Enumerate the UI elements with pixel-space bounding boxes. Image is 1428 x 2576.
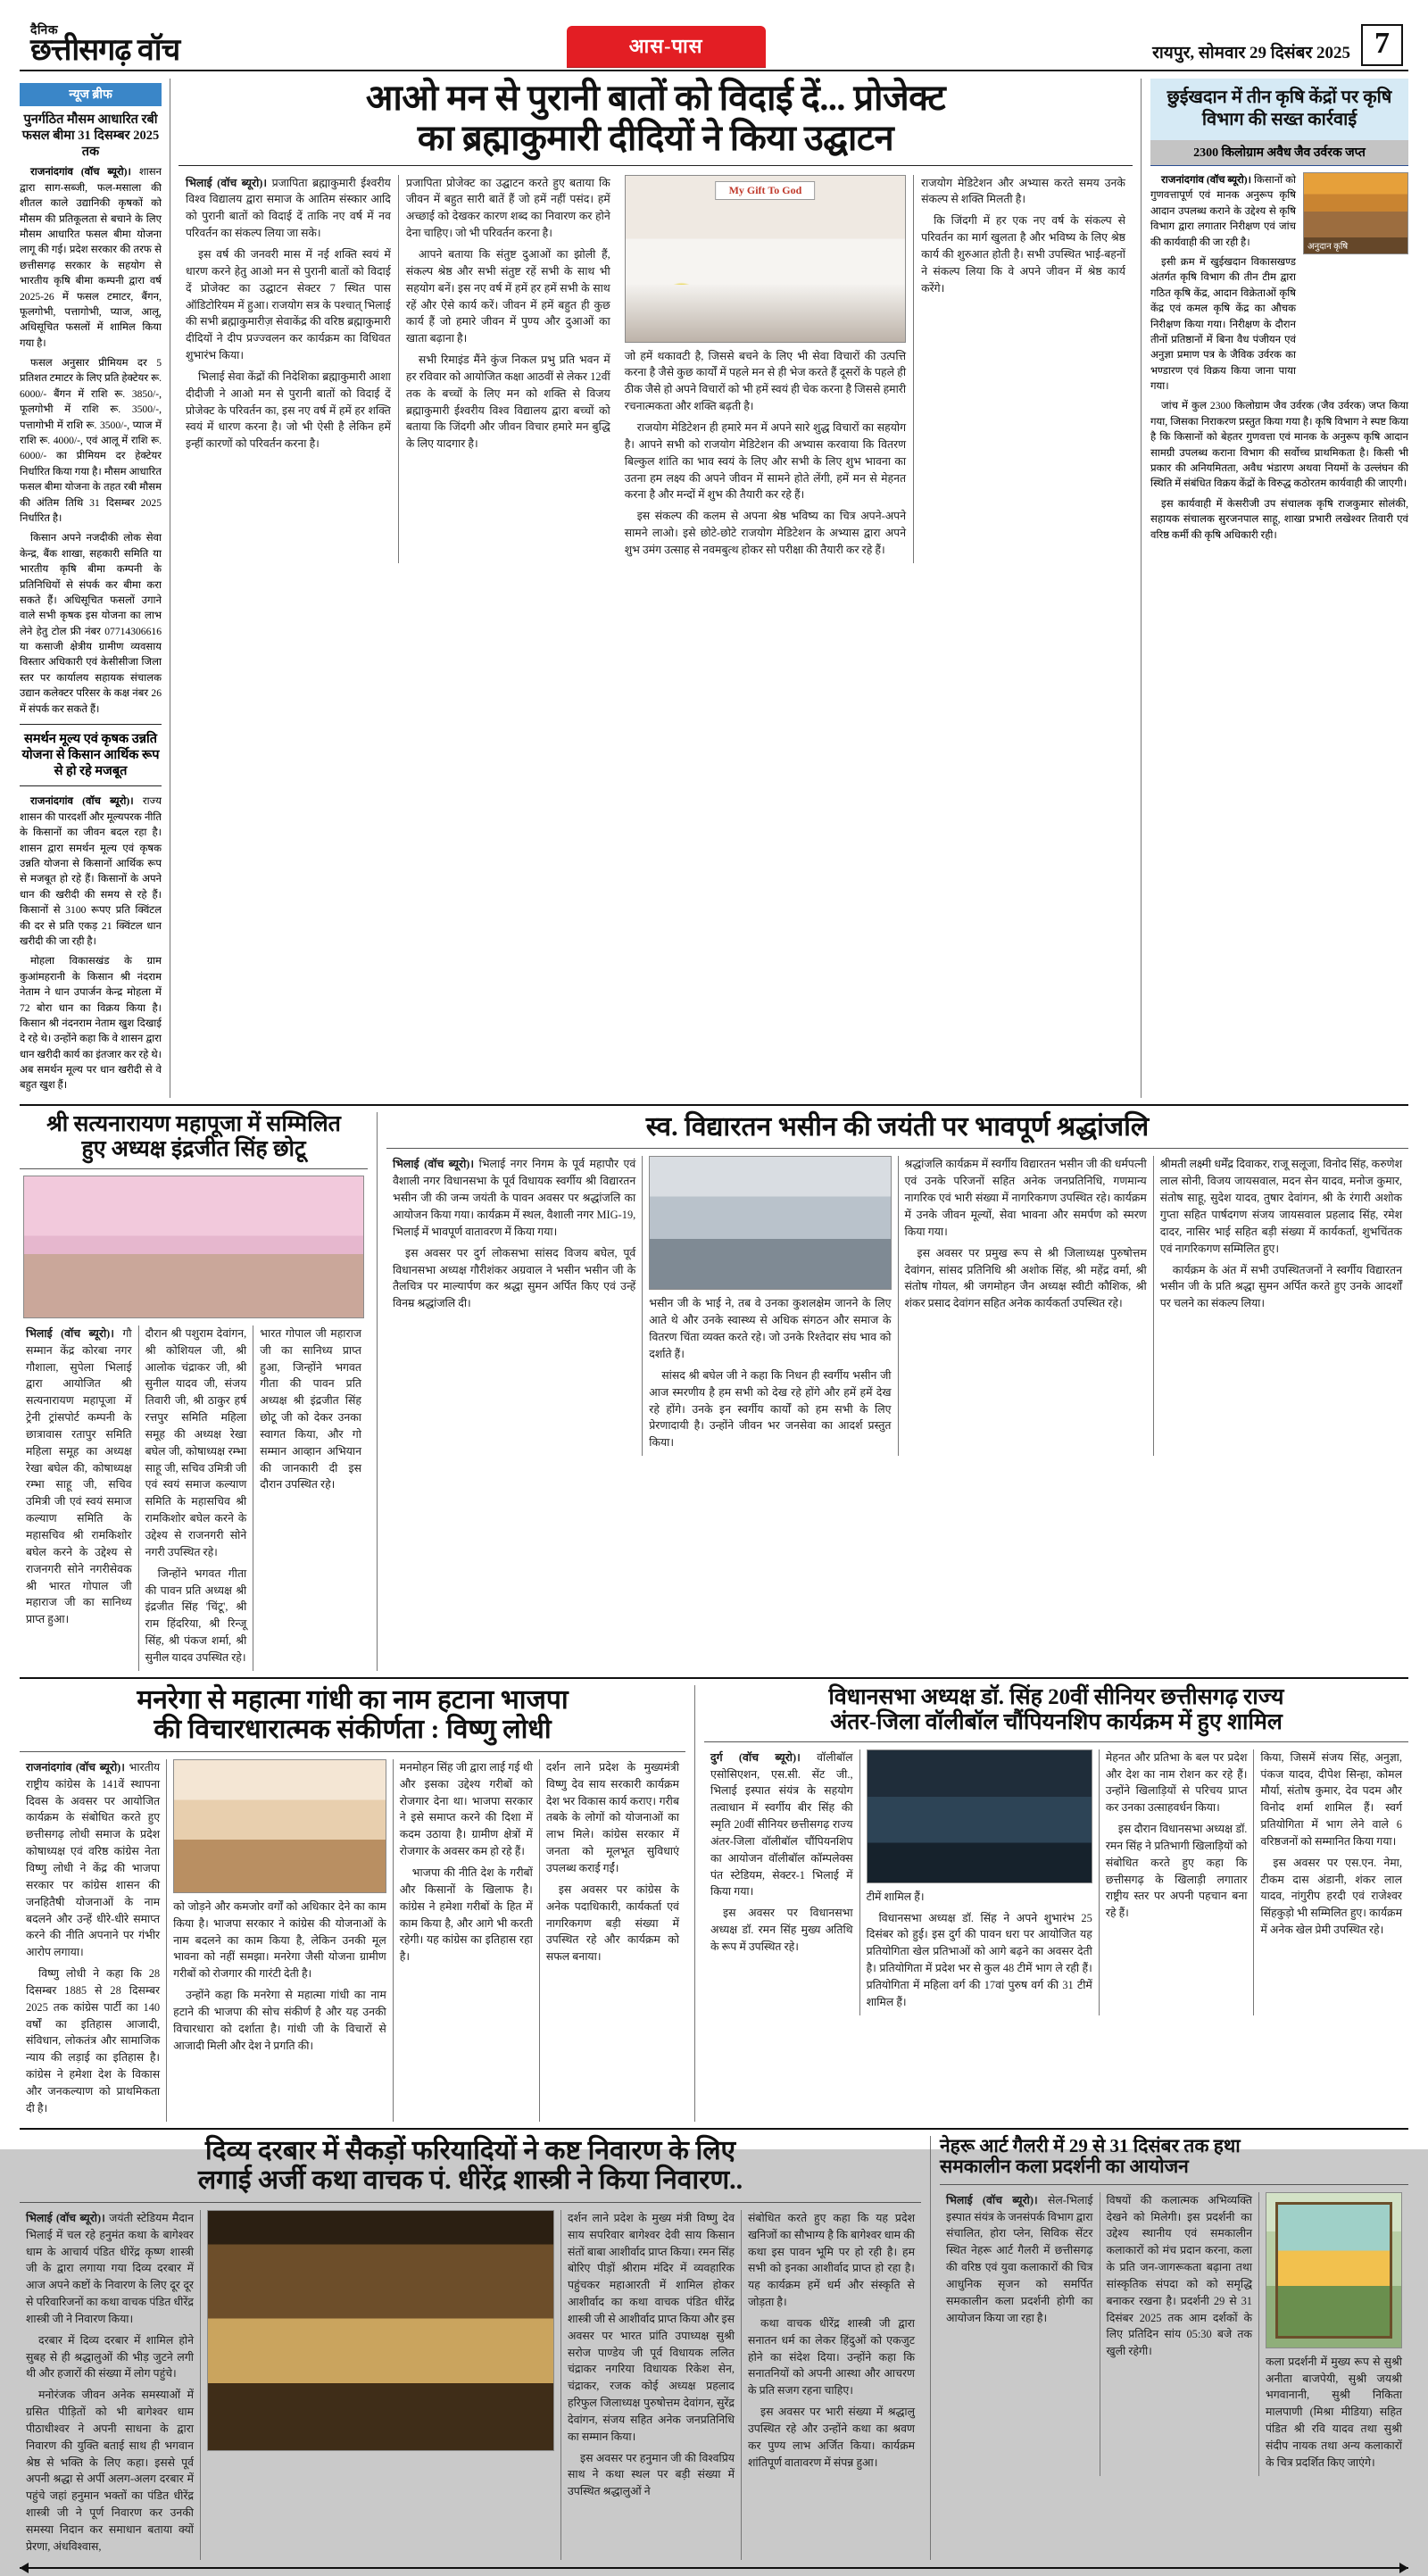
lead-c1-p1: इस वर्ष की जनवरी मास में नई शक्ति स्वयं में धारण करने हेतु आओ मन से पुरानी बातों को विदाई दें प्रोजेक्ट का उद्घाटन सेक्टर 7 स्थित पास ऑडिटोरियम में हुआ। राजयोग सत्र के पश्चात् भिलाई की सभी ब्रह्माकुमारीज़ सेवाकेंद्र की वरिष्ठ ब्रह्माकुमारी दीदियों ने दीप प्रज्ज्वलन कर कार्यक्रम का विधिवत शुभारंभ किया। [186, 247, 391, 362]
volleyball-column-3 [1099, 1749, 1254, 2015]
manrega-photo [173, 1759, 386, 1893]
lead-c4-p0: राजयोग मेडिटेशन और अभ्यास करते समय उनके संकल्प से शक्ति मिलती है। [921, 176, 1125, 206]
manrega-byline: राजनांदगांव (वॉच ब्यूरो)। [26, 1760, 126, 1774]
page-bottom-rule [20, 2567, 1408, 2576]
lead-c2-p1: आपने बताया कि संतुष्ट दुआओं का झोली हैं, संकल्प श्रेष्ठ और सभी संतुष्ट रहें सभी के साथ भी सहयोग बनें। इस नए वर्ष में हमें हर हमें सभी के साथ रहें और ऐसे कार्य करें। जीवन में हमें बहुत ही कुछ कार्य हैं जो हमारे जीवन में पुण्य और दुआओं का खाता बढ़ाना है। [405, 247, 610, 345]
darbar-headline-line2: लगाई अर्जी कथा वाचक पं. धीरेंद्र शास्त्री ने किया निवारण.. [197, 2165, 743, 2196]
article-gallery [930, 2136, 1408, 2560]
dateline: रायपुर, सोमवार 29 दिसंबर 2025 [1152, 44, 1350, 62]
news-brief-byline: राजनांदगांव (वॉच ब्यूरो)। [30, 166, 131, 179]
satyanarayan-column-3 [253, 1325, 368, 1671]
manrega-photo-column [166, 1759, 393, 2122]
article-bhasin [377, 1112, 1408, 1671]
volleyball-c1-p0: वॉलीबॉल एसोसिएशन, एस.सी. सेंट जी., भिलाई इस्पात संयंत्र के सहयोग तत्वाधान में स्वर्गीय बीर सिंह की स्मृति 20वीं सीनियर छत्तीसगढ़ राज्य अंतर-जिला वॉलीबॉल चौंपियनशिप का आयोजन वॉलीबॉल कॉम्पलेक्स पंत स्टेडियम, सेक्टर-1 भिलाई में किया गया। [710, 1750, 853, 1899]
satyanarayan-headline-line1: श्री सत्यनारायण महापूजा में सम्मिलित [46, 1111, 341, 1136]
darbar-photo-column [200, 2210, 560, 2560]
manrega-c4-p1: इस अवसर पर कांग्रेस के अनेक पदाधिकारी, कार्यकर्ता एवं नागरिकगण बड़ी संख्या में उपस्थित रहे और कार्यक्रम को सफल बनाया। [545, 1882, 679, 1964]
dateline-group [1152, 24, 1408, 66]
right-box-photo-caption: अनुदान कृषि [1304, 237, 1407, 253]
bhasin-photo [649, 1156, 891, 1290]
darbar-column-3 [560, 2210, 741, 2560]
manrega-columns [20, 1759, 685, 2122]
bhasin-columns [386, 1156, 1408, 1456]
manrega-headline-line1: मनरेगा से महात्मा गांधी का नाम हटाना भाजपा [137, 1684, 569, 1715]
volleyball-c4-p0: किया, जिसमें संजय सिंह, अनुज्ञा, पंकज यादव, दीपेश सिन्हा, कोमल मौर्या, संतोष कुमार, देव पदम और विनोद शर्मा शामिल हैं। स्वर्ग प्रतियोगिता में भाग लेने वाले 6 वरिष्ठजनों को सम्मानित किया गया। [1260, 1750, 1402, 1848]
darbar-c1-p1: दरबार में दिव्य दरबार में शामिल होने सुबह से ही श्रद्धालुओं की भीड़ जुटने लगी थी और हजारों की संख्या में लोग पहुंचे। [26, 2333, 194, 2381]
satyanarayan-c1-p0: गौ सम्मान केंद्र कोरबा नगर गौशाला, सुपेला भिलाई द्वारा आयोजित श्री सत्यनारायण महापूजा में ट्रेनी ट्रांसपोर्ट कम्पनी के छात्रावास रतापुर समिति महिला समूह का अध्यक्ष रेखा बघेल की, कोषाध्यक्ष रम्भा साहू जी, सचिव उमित्री जी एवं स्वयं समाज कल्याण समिति के महासचिव श्री रामकिशोर बघेल करने के उद्देश्य से राजनगरी सोने नगरीसेवक श्री भारत गोपाल जी महाराज जी का सानिध्य प्राप्त हुआ। [26, 1326, 132, 1626]
gallery-byline: भिलाई (वॉच ब्यूरो)। [946, 2193, 1038, 2206]
bhasin-column-4 [1153, 1156, 1408, 1456]
lead-c3-p2: इस संकल्प की कलम से अपना श्रेष्ठ भविष्य का चित्र अपने-अपने सामने लाओ। इसे छोटे-छोटे राजयोग मेडिटेशन के अभ्यास द्वारा अपने शुभ उमंग उत्साह से नवमबुत्थ होकर सो परीक्षा की तैयारी कर रहे हैं। [624, 510, 907, 556]
gallery-headline-line1: नेहरू आर्ट गैलरी में 29 से 31 दिसंबर तक हथा [940, 2134, 1241, 2156]
volleyball-column-4 [1253, 1749, 1408, 2015]
satyanarayan-column-2 [138, 1325, 253, 1671]
lead-photo-column [618, 175, 913, 563]
bhasin-c2-p1: सांसद श्री बघेल जी ने कहा कि निधन ही स्वर्गीय भसीन जी आज स्मरणीय है हम सभी को देख रहे होंगे और हमें हमें देख रहे होंगे। उनके इन स्वर्गीय कार्यों को हम सभी के लिए प्रेरणादायी है। उन्होंने जीवन भर जनसेवा का आदर्श प्रस्तुत किया। [649, 1368, 892, 1450]
volleyball-headline-line2: अंतर-जिला वॉलीबॉल चौंपियनशिप कार्यक्रम में हुए शामिल [830, 1709, 1283, 1734]
bhasin-column-1 [386, 1156, 642, 1456]
darbar-columns [20, 2210, 921, 2560]
volleyball-c4-p1: इस अवसर पर एस.एन. नेमा, टीकम दास अंडानी, शंकर लाल यादव, नांगुरीप हरदी एवं राजेश्वर सिंहकुड़ो भी सम्मिलित हुए। कार्यक्रम में अनेक खेल प्रेमी उपस्थित रहे। [1260, 1856, 1402, 1937]
zone-2 [20, 1112, 1408, 1671]
volleyball-headline-line1: विधानसभा अध्यक्ष डॉ. सिंह 20वीं सीनियर छत्तीसगढ़ राज्य [828, 1684, 1284, 1709]
news-brief-headline: पुनर्गठित मौसम आधारित रबी फसल बीमा 31 दिसम्बर 2025 तक [21, 112, 160, 160]
right-box-article [1141, 79, 1408, 1098]
manrega-c1-p1: विष्णु लोधी ने कहा कि 28 दिसम्बर 1885 से 28 दिसम्बर 2025 तक कांग्रेस पार्टी का 140 वर्षों का इतिहास आजादी, संविधान, लोकतंत्र और सामाजिक न्याय की लड़ाई का इतिहास है। कांग्रेस ने हमेशा देश के विकास और जनकल्याण को प्राथमिकता दी है। [26, 1967, 161, 2115]
volleyball-photo-column [859, 1749, 1099, 2015]
bhasin-photo-column [642, 1156, 897, 1456]
zone-top [20, 79, 1408, 1098]
lead-column-4 [913, 175, 1133, 563]
lead-headline-line2: का ब्रह्माकुमारी दीदियों ने किया उद्घाटन [417, 117, 894, 158]
darbar-c1-p2: मनोरंजक जीवन अनेक समस्याओं में ग्रसित पीड़ितों को भी बागेश्वर धाम पीठाधीश्वर ने अपनी साधना के द्वारा निवारण की युक्ति बताई साथ ही भगवान श्रेष्ठ से भक्ति के लिए कहा। इससे पूर्व अपनी श्रद्धा से अर्पी अलग-अलग दरबार में पहुंचे जहां हनुमान भक्तों का पंडित धीरेंद्र शास्त्री जी ने पूर्ण निवारण कर उनकी समस्या निदान कर समाधान बताया क्यों प्रेरणा, अंधविश्वास, [26, 2389, 194, 2553]
lead-columns [178, 175, 1133, 563]
news-brief-column [20, 79, 170, 1098]
news-brief-subheadline: समर्थन मूल्य एवं कृषक उन्नति योजना से किसान आर्थिक रूप से हो रहे मजबूत [20, 724, 162, 786]
darbar-headline-line1: दिव्य दरबार में सैकड़ों फरियादियों ने कष्ट निवारण के लिए [204, 2135, 736, 2165]
volleyball-photo [867, 1749, 1092, 1883]
volleyball-column-1 [704, 1749, 859, 2015]
volleyball-c2-p0: टीमें शामिल हैं। [866, 1890, 925, 1903]
gallery-photo-column [1258, 2192, 1408, 2476]
volleyball-columns [704, 1749, 1408, 2015]
gallery-column-2 [1100, 2192, 1259, 2476]
right-box-photo [1303, 172, 1408, 254]
bhasin-byline: भिलाई (वॉच ब्यूरो)। [393, 1158, 475, 1171]
right-box-headline: छुईखदान में तीन कृषि केंद्रों पर कृषि विभाग की सख्त कार्रवाई [1150, 79, 1408, 140]
satyanarayan-photo [23, 1176, 364, 1318]
logo-title: छत्तीसगढ़ वॉच [30, 34, 180, 67]
news-brief-body [20, 164, 162, 717]
satyanarayan-byline: भिलाई (वॉच ब्यूरो)। [26, 1326, 114, 1340]
satyanarayan-c3-p0: भारत गोपाल जी महाराज जी का सानिध्य प्राप्त हुआ, जिन्होंने भगवत गीता की पावन प्रति अध्यक्ष श्री इंद्रजीत सिंह छोटू जी को देकर उनका स्वागत किया, और गो सम्मान आव्हान अभियान की जानकारी दी इस दौरान उपस्थित रहे। [260, 1326, 361, 1492]
bhasin-c3-p0: श्रद्धांजलि कार्यक्रम में स्वर्गीय विद्यारतन भसीन जी की धर्मपत्नी एवं उनके परिजनों सहित अनेक जनप्रतिनिधि, गणमान्य नागरिक एवं भारी संख्या में नागरिकगण उपस्थित रहे। कार्यक्रम में उनके जीवन मूल्यों, सेवा भावना और समर्पण को स्मरण किया गया। [904, 1158, 1147, 1238]
volleyball-c3-p1: इस दौरान विधानसभा अध्यक्ष डॉ. रमन सिंह ने प्रतिभागी खिलाड़ियों को संबोधित करते हुए कहा कि छत्तीसगढ़ के खिलाड़ी लगातार राष्ट्रीय स्तर पर अपनी पहचान बना रहे हैं। [1105, 1823, 1248, 1920]
right-box-p1: इसी क्रम में खुईखदान विकासखण्ड अंतर्गत कृषि विभाग की तीन टीम द्वारा गठित कृषि केंद्र, आदान विक्रेताओं कृषि केंद्र एवं कमल कृषि केंद्र का औचक निरीक्षण किया गया। निरीक्षण के दौरान तीनों प्रतिष्ठानों में बिना वैध पंजीयन एवं अनुज्ञा प्रमाण पत्र के जैविक उर्वरक का भण्डारण एवं विक्रय किया जाना पाया गया। [1150, 255, 1296, 393]
satyanarayan-column-1 [20, 1325, 138, 1671]
lead-column-1 [178, 175, 398, 563]
news-brief-sub-para-0: राज्य शासन की पारदर्शी और मूल्यपरक नीति के किसानों का जीवन बदल रहा है। शासन द्वारा समर्थन मूल्य एवं कृषक उन्नति योजना से किसानों आर्थिक रूप से मजबूत हो रहे हैं। किसानों के अपने धान की खरीदी की समय से रहे हैं। किसानों से 3100 रूपए प्रति क्विंटल की दर से प्रति एकड़ 21 क्विंटल धान खरीदी की जा रही है। [20, 795, 162, 947]
manrega-c2-p1: उन्होंने कहा कि मनरेगा से महात्मा गांधी का नाम हटाने की भाजपा की सोच संकीर्ण है और यह उनकी विचारधारा को दर्शाता है। गांधी जी के विचारों से आजादी मिली और देश ने प्रगति की। [173, 1989, 386, 2052]
right-box-strip: 2300 किलोग्राम अवैध जैव उर्वरक जप्त [1150, 140, 1408, 166]
darbar-c3-p1: कथा वाचक धीरेंद्र शास्त्री जी द्वारा सनातन धर्म का लेकर हिंदुओं को एकजुट होने का संदेश दिया। उन्होंने कहा कि सनातनियों को अपनी आस्था और आचरण के प्रति सजग रहना चाहिए। [748, 2316, 915, 2397]
satyanarayan-headline-line2: हुए अध्यक्ष इंद्रजीत सिंह छोटू [81, 1136, 306, 1161]
darbar-column-4 [741, 2210, 921, 2560]
lead-photo-caption: My Gift To God [716, 181, 816, 200]
volleyball-c3-p0: मेहनत और प्रतिभा के बल पर प्रदेश और देश का नाम रोशन कर रहे हैं। उन्होंने खिलाड़ियों से परिचय प्राप्त कर उनका उत्साहवर्धन किया। [1105, 1750, 1248, 1815]
article-volleyball [694, 1685, 1408, 2122]
zone-3 [20, 1685, 1408, 2122]
darbar-c3-p0: संबोधित करते हुए कहा कि यह प्रदेश खनिजों का सौभाग्य है कि बागेश्वर धाम की कथा इस पावन भूमि पर हो रही है। हम सभी को इनका आशीर्वाद प्राप्त हो रहा है। यह कार्यक्रम हमें धर्म और संस्कृति से जोड़ता है। [748, 2211, 915, 2309]
bhasin-headline: स्व. विद्यारतन भसीन की जयंती पर भावपूर्ण श्रद्धांजलि [645, 1111, 1150, 1142]
article-satyanarayan [20, 1112, 377, 1671]
darbar-c3-p2: इस अवसर पर भारी संख्या में श्रद्धालु उपस्थित रहे और उन्होंने कथा का श्रवण कर पुण्य लाभ अर्जित किया। कार्यक्रम शांतिपूर्ण वातावरण में संपन्न हुआ। [748, 2406, 915, 2469]
section-badge: आस-पास [567, 26, 766, 67]
lead-headline-line1: आओ मन से पुरानी बातों को विदाई दें... प्रोजेक्ट [365, 78, 946, 118]
darbar-c2-p1: इस अवसर पर हनुमान जी की विश्वप्रिय साथ ने कथा स्थल पर बड़ी संख्या में उपस्थित श्रद्धालुओं ने [568, 2451, 735, 2498]
lead-c4-p1: कि जिंदगी में हर एक नए वर्ष के संकल्प से परिवर्तन का मार्ग खुलता है और भविष्य के लिए श्रेष्ठ कार्य की शुरुआत होती है। सभी उपस्थित भाई-बहनों ने संकल्प लिया कि वे अपने जीवन में श्रेष्ठ कार्य करेंगे। [921, 214, 1125, 295]
manrega-c3-p1: भाजपा की नीति देश के गरीबों और किसानों के खिलाफ है। कांग्रेस ने हमेशा गरीबों के हित में काम किया है, और आगे भी करती रहेगी। यह कांग्रेस का इतिहास रहा है। [399, 1866, 533, 1964]
news-brief-para-0: शासन द्वारा साग-सब्जी, फल-मसाला की शीतल काले उद्यानिकी कृषकों को मौसम की प्रतिकूलता से बचाने के लिए मौसम आधारित फसल बीमा योजना लागू की गई। प्रदेश सरकार की तरफ से छत्तीसगढ़ सरकार के सहयोग से भारतीय कृषि बीमा कम्पनी द्वारा वर्ष 2025-26 में फसल टमाटर, बैंगन, फूलगोभी, पत्तागोभी, प्याज, आलू, अधिसूचित फसलों में शामिल किया गया है। [20, 166, 162, 349]
lead-c2-p2: सभी रिमाइंड मैंने कुंज निकल प्रभु प्रति भवन में हर रविवार को आयोजित कक्षा आठवीं से लेकर 12वीं तक के बच्चों के लिए मन को शक्ति से विजय ब्रह्माकुमारी ईश्वरीय विश्व विद्यालय द्वारा बच्चों को बताया कि जिंदगी और जीवन विचार हमारे मन बुद्धि के लिए यादगार है। [405, 353, 610, 451]
right-box-body-left [1150, 172, 1296, 398]
satyanarayan-columns [20, 1325, 368, 1671]
news-brief-para-2: किसान अपने नजदीकी लोक सेवा केन्द्र, बैंक शाखा, सहकारी समिति या भारतीय कृषि बीमा कम्पनी के प्रतिनिधियों से संपर्क कर बीमा करा सकते हैं। अधिसूचित फसलों उगाने वाले सभी कृषक इस योजना का लाभ लेने हेतु टोल फ्री नंबर 07714306616 या कसाजी क्षेत्रीय ग्रामीण व्यवसाय विस्तार अधिकारी एवं केसीसीजा जिला स्तर पर कार्यालय सहायक संचालक उद्यान कलेक्टर परिसर के कक्ष नंबर 26 में संपर्क कर सकते हैं। [20, 532, 162, 715]
bhasin-column-3 [898, 1156, 1153, 1456]
lead-c1-p2: भिलाई सेवा केंद्रों की निदेशिका ब्रह्माकुमारी आशा दीदीजी ने आओ मन से पुरानी बातों को विदाई दें प्रोजेक्ट के परिवर्तन का, इस नए वर्ष में हमें हर शक्ति स्वयं में धारण करना है। जो भी ऐसी है लेकिन हमें इन्हीं कारणों को परिवर्तन करना है। [186, 370, 391, 451]
darbar-c2-p0: दर्शन लाने प्रदेश के मुख्य मंत्री विष्णु देव साय सपरिवार बागेश्वर देवी साय किसान संतों बाबा आशीर्वाद प्राप्त किया। रमन सिंह बोरिए पीड़ों श्रीराम मंदिर में व्यवहारिक पहुंचकर महाआरती में शामिल होकर आशीर्वाद का कथा वाचक पंडित धीरेंद्र शास्त्री जी से आशीर्वाद प्राप्त किया और इस अवसर पर भारत प्रांति उपाध्यक्ष सुश्री सरोज पाण्डेय जी पूर्व विधायक ललित चंद्राकर नगरिया विधायक रिकेश सेन, चंद्राकर, रजक कोई अध्यक्ष प्रहलाद हरिफुल जिलाध्यक्ष पुरुषोत्तम देवांगन, सुरेंद्र देवांगन, संजय सहित अनेक जनप्रतिनिधि का सम्मान किया। [568, 2211, 735, 2443]
darbar-column-1 [20, 2210, 200, 2560]
logo-kicker: दैनिक [30, 24, 59, 37]
masthead [20, 16, 1408, 71]
satyanarayan-c2-p1: जिन्होंने भगवत गीता की पावन प्रति अध्यक्ष श्री इंद्रजीत सिंह 'चिंटू', श्री राम हिंदरिया, श्री रिन्जू सिंह, श्री पंकज शर्मा, श्री सुनील यादव उपस्थित रहे। [145, 1566, 247, 1664]
gallery-column-1 [940, 2192, 1100, 2476]
lead-c1-p0: प्रजापिता ब्रह्माकुमारी ईश्वरीय विश्व विद्यालय द्वारा समाज के आतिम संस्कार आदि को पुरानी बातों को विदाई दें ताकि नए वर्ष में नव परिवर्तन का संकल्प लिया जा सके। [186, 176, 391, 240]
darbar-photo [207, 2210, 554, 2451]
darbar-c1-p0: जयंती स्टेडियम मैदान भिलाई में चल रहे हनुमंत कथा के बागेश्वर धाम के आचार्य पंडित धीरेंद्र कृष्ण शास्त्री जी के द्वारा लगाया गया दिव्य दरबार में आज अपने कष्टों के निवारण के लिए दूर दूर से परिवारिजनों का कथा वाचक पंडित धीरेंद्र शास्त्री जी ने निवारण किया। [26, 2211, 194, 2325]
lead-c2-p0: प्रजापिता प्रोजेक्ट का उद्घाटन करते हुए बताया कि जीवन में बहुत सारी बातें हैं जो हमें नहीं पसंद। हमें अच्छाई को देखकर कारण शब्द का निवारण कर होने देना चाहिए। जो भी परिवर्तन करना है। [405, 176, 610, 240]
lead-c3-p1: राजयोग मेडिटेशन ही हमारे मन में अपने सारे शुद्ध विचारों का सहयोग है। आपने सभी को राजयोग मेडिटेशन की अभ्यास करवाया कि वितरण बिल्कुल शांति का भाव स्वयं के लिए और सभी के लिए शुभ भावना का उतना हम लक्ष्य की अपने जीवन में सामने होते लेंगी, हमें मन से मेहनत करना है और मन्दों में शुभ की तैयारी कर रहे हैं। [624, 420, 907, 502]
page-number: 7 [1361, 24, 1403, 66]
manrega-c2-p0: को जोड़ने और कमजोर वर्गों को अधिकार देने का काम किया है। भाजपा सरकार ने कांग्रेस की योजनाओं के नाम बदलने का काम किया है, लेकिन उनकी मूल भावना को नहीं समझा। मनरेगा जैसी योजना ग्रामीण गरीबों को रोजगार की गारंटी देती है। [173, 1899, 386, 1981]
manrega-column-1 [20, 1759, 166, 2122]
gallery-c1-p0: सेल-भिलाई इस्पात संयंत्र के जनसंपर्क विभाग द्वारा संचालित, होरा प्लेन, सिविक सेंटर स्थित नेहरू आर्ट गैलरी में छत्तीसगढ़ की वरिष्ठ एवं युवा कलाकारों की चित्र आधुनिक सृजन को समर्पित समकालीन कला प्रदर्शनी होगी का आयोजन किया जा रहा है। [946, 2193, 1093, 2324]
manrega-c4-p0: दर्शन लाने प्रदेश के मुख्यमंत्री विष्णु देव साय सरकारी कार्यक्रम देश भर विकास कार्य कराए। गरीब तबके के लोगों को योजनाओं का लाभ मिले। कांग्रेस सरकार में जनता को मूलभूत सुविधाएं उपलब्ध कराई गईं। [545, 1760, 679, 1874]
article-manrega [20, 1685, 694, 2122]
right-box-byline: राजनांदगांव (वॉच ब्यूरो)। [1161, 174, 1252, 186]
lead-story [170, 79, 1141, 1098]
news-brief-para-1: फसल अनुसार प्रीमियम दर 5 प्रतिशत टमाटर के लिए प्रति हेक्टेयर रू. 6000/- बैंगन में राशि रू. 3850/-, फूलगोभी में राशि रू. 3500/-, पत्तागोभी में राशि रू. 3500/-, प्याज में राशि रू. 4000/-, एवं आलू में राशि रू. 6000/- का प्रीमियम दर हेक्टेयर निर्धारित किया गया है। मौसम आधारित फसल बीमा योजना के तहत रबी मौसम की अंतिम तिथि 31 दिसम्बर 2025 निर्धारित है। [20, 357, 162, 524]
newspaper-logo [20, 25, 179, 66]
right-box-p3: इस कार्यवाही में केसरीजी उप संचालक कृषि राजकुमार सोलंकी, सहायक संचालक सुरजनपाल साहू, शाखा प्रभारी लखेश्वर तिवारी एवं वरिष्ठ कर्मी की कृषि अधिकारी रही। [1150, 497, 1408, 541]
news-brief-sub-byline: राजनांदगांव (वॉच ब्यूरो)। [30, 795, 134, 808]
bhasin-c3-p1: इस अवसर पर प्रमुख रूप से श्री जिलाध्यक्ष पुरुषोत्तम देवांगन, सांसद प्रतिनिधि श्री अशोक सिंह, श्री महेंद्र वर्मा, श्री संतोष गोयल, श्री जगमोहन जैन अध्यक्ष स्वीटी कौशिक, श्री शंकर प्रसाद देवांगन सहित अनेक कार्यकर्ता उपस्थित रहे। [904, 1246, 1147, 1310]
right-box-body-rest [1150, 398, 1408, 543]
lead-c3-p0: जो हमें थकावटी है, जिससे बचने के लिए भी सेवा विचारों की उत्पत्ति करना है जैसे कुछ कार्यों में पहले मन से ही भेज करते हैं दूसरों के पहले ही ठीक जैसे हो अपने विचारों को भी हमें स्वयं ही चेक करना है जिससे हमारी रचनात्मकता और शक्ति बढ़ती है। [624, 349, 907, 413]
news-brief-badge: न्यूज ब्रीफ [20, 83, 162, 106]
darbar-byline: भिलाई (वॉच ब्यूरो)। [26, 2211, 105, 2224]
bhasin-c1-p0: भिलाई नगर निगम के पूर्व महापौर एवं वैशाली नगर विधानसभा के पूर्व विधायक स्वर्गीय श्री विद्यारतन भसीन जी की जन्म जयंती के पावन अवसर पर श्रद्धांजलि का आयोजन किया गया। कार्यक्रम में स्थल, वैशाली नगर MIG-19, भिलाई में भावपूर्ण वातावरण में किया गया। [393, 1158, 636, 1238]
lead-byline: भिलाई (वॉच ब्यूरो)। [186, 176, 268, 189]
manrega-headline-line2: की विचारधारात्मक संकीर्णता : विष्णु लोधी [154, 1715, 552, 1745]
volleyball-c1-p1: इस अवसर पर विधानसभा अध्यक्ष डॉ. रमन सिंह मुख्य अतिथि के रूप में उपस्थित रहे। [710, 1907, 853, 1953]
bhasin-c2-p0: भसीन जी के भाई ने, तब वे उनका कुशलक्षेम जानने के लिए आते थे और उनके स्वास्थ्य से अधिक संगठन और समाज के वितरण चिंता व्यक्त करते रहे। जो उनके रिश्तेदार संघ भाव को दर्शाते हैं। [649, 1297, 892, 1360]
manrega-c1-p0: भारतीय राष्ट्रीय कांग्रेस के 141वें स्थापना दिवस के अवसर पर आयोजित कार्यक्रम के संबोधित करते हुए छत्तीसगढ़ लोधी समाज के प्रदेश कोषाध्यक्ष एवं वरिष्ठ कांग्रेस नेता विष्णु लोधी ने केंद्र की भाजपा सरकार पर कांग्रेस शासन की जनहितैषी योजनाओं के नाम बदलने और उन्हें धीरे-धीरे समाप्त करने की नीति अपनाने पर गंभीर आरोप लगाया। [26, 1760, 161, 1959]
gallery-headline-line2: समकालीन कला प्रदर्शनी का आयोजन [940, 2156, 1189, 2178]
right-box-p2: जांच में कुल 2300 किलोग्राम जैव उर्वरक (जैव उर्वरक) जप्त किया गया, जिसका निराकरण प्रस्तुत किया गया है। कृषि विभाग ने स्पष्ट किया है कि किसानों को बेहतर गुणवत्ता एवं मानक के अनुरूप कृषि आदान सामग्री उपलब्ध कराना विभाग की सर्वोच्च प्राथमिकता है। किसी भी प्रकार की अनियमितता, अवैध भंडारण अथवा नियमों के उल्लंघन की स्थिति में संबंधित विक्रय केंद्रों के विरुद्ध कठोरतम कार्यवाही की जाएगी। [1150, 400, 1408, 490]
gallery-columns [940, 2192, 1408, 2476]
gallery-photo [1266, 2192, 1402, 2348]
news-brief-sub-body [20, 794, 162, 1093]
article-darbar [20, 2136, 930, 2560]
bhasin-c4-p0: श्रीमती लक्ष्मी धर्मेंद्र दिवाकर, राजू सलूजा, विनोद सिंह, करुणेश लाल सोनी, विजय जायसवाल, मदन सेन यादव, मनोज कुमार, संतोष साहू, सुदेश यादव, तुषार देवांगन, श्री के रंगारी अशोक गुप्ता सहित पार्षदगण संजय जायसवाल प्रहलाद सिंह, रमेश दादर, नासिर भाई सहित बड़ी संख्या में कार्यकर्ता, शुभचिंतक एवं नागरिकगण सम्मिलित हुए। [1159, 1158, 1402, 1255]
manrega-c3-p0: मनमोहन सिंह जी द्वारा लाई गई थी और इसका उद्देश्य गरीबों को रोजगार देना था। भाजपा सरकार ने इसे समाप्त करने की दिशा में कदम उठाया है। ग्रामीण क्षेत्रों में रोजगार के अवसर कम हो रहे हैं। [399, 1760, 533, 1858]
bhasin-c1-p1: इस अवसर पर दुर्ग लोकसभा सांसद विजय बघेल, पूर्व विधानसभा अध्यक्ष गौरीशंकर अग्रवाल ने भसीन भसीन जी के तैलचित्र पर माल्यार्पण कर श्रद्धा सुमन अर्पित किए एवं उन्हें विनम्र श्रद्धांजलि दी। [393, 1246, 636, 1310]
satyanarayan-c2-p0: दौरान श्री पशुराम देवांगन, श्री कोशियल जी, श्री आलोक चंद्राकर जी, श्री सुनील यादव जी, संजय तिवारी जी, श्री ठाकुर हर्ष रत्तपुर समिति महिला समूह की अध्यक्ष रेखा बघेल जी, कोषाध्यक्ष रम्भा साहू जी, सचिव उमित्री जी एवं स्वयं समाज कल्याण समिति के महासचिव श्री रामकिशोर बघेल करने के उद्देश्य से राजनगरी सोने नगरी उपस्थित रहे। [145, 1326, 247, 1558]
lead-photo [625, 175, 906, 343]
lead-column-2 [398, 175, 618, 563]
news-brief-sub-para-1: मोहला विकासखंड के ग्राम कुआंमहरानी के किसान श्री नंदराम नेताम ने धान उपार्जन केन्द्र मोहला में 72 बोरा धान का विक्रय किया है। किसान श्री नंदनराम नेताम खुश दिखाई दे रहे थे। उन्होंने कहा कि वे शासन द्वारा धान खरीदी कार्य का इंतजार कर रहे थे। अब समर्थन मूल्य पर धान खरीदी से वे बहुत खुश हैं। [20, 955, 162, 1092]
gallery-c1-p1: विषयों की कलात्मक अभिव्यक्ति देखने को मिलेगी। इस प्रदर्शनी का उद्देश्य स्थानीय एवं समकालीन कलाकारों को मंच प्रदान करना, कला के प्रति जन-जागरूकता बढ़ाना तथा सांस्कृतिक संपदा को को समृद्धि बनाकर रखना है। प्रदर्शनी 29 से 31 दिसंबर 2025 तक आम दर्शकों के लिए प्रतिदिन सांय 05:30 बजे तक खुली रहेगी। [1106, 2193, 1252, 2358]
gallery-c1-p2: कला प्रदर्शनी में मुख्य रूप से सुश्री अनीता बाजपेयी, सुश्री जयश्री भगवानानी, सुश्री निकिता मालपाणी (मिश्रा मीडिया) सहित पंडित श्री रवि यादव तथा सुश्री संदीप नायक तथा अन्य कलाकारों के चित्र प्रदर्शित किए जाएंगे। [1266, 2355, 1402, 2469]
volleyball-c2-p1: विधानसभा अध्यक्ष डॉ. सिंह ने अपने शुभारंभ 25 दिसंबर को हुई। इस दुर्ग की पावन धरा पर आयोजित यह प्रतियोगिता खेल प्रतिभाओं को आगे बढ़ने का अवसर देती है। प्रतियोगिता में प्रदेश भर से कुल 48 टीमें भाग ले रही हैं। प्रतियोगिता में महिला वर्ग की 17वां पुरुष वर्ग की 31 टीमें शामिल हैं। [866, 1911, 1092, 2008]
volleyball-byline: दुर्ग (वॉच ब्यूरो)। [710, 1750, 801, 1764]
right-box-p0: किसानों को गुणवत्तापूर्ण एवं मानक अनुरूप कृषि आदान उपलब्ध कराने के उद्देश्य से कृषि विभाग द्वारा लगातार निरीक्षण एवं जांच की कार्यवाही की जा रही है। [1150, 174, 1296, 248]
manrega-column-3 [393, 1759, 539, 2122]
bhasin-c4-p1: कार्यक्रम के अंत में सभी उपस्थितजनों ने स्वर्गीय विद्यारतन भसीन जी के प्रति श्रद्धा सुमन अर्पित करते हुए उनके आदर्शों पर चलने का संकल्प लिया। [1159, 1263, 1402, 1310]
zone-4 [20, 2136, 1408, 2560]
manrega-column-4 [539, 1759, 685, 2122]
